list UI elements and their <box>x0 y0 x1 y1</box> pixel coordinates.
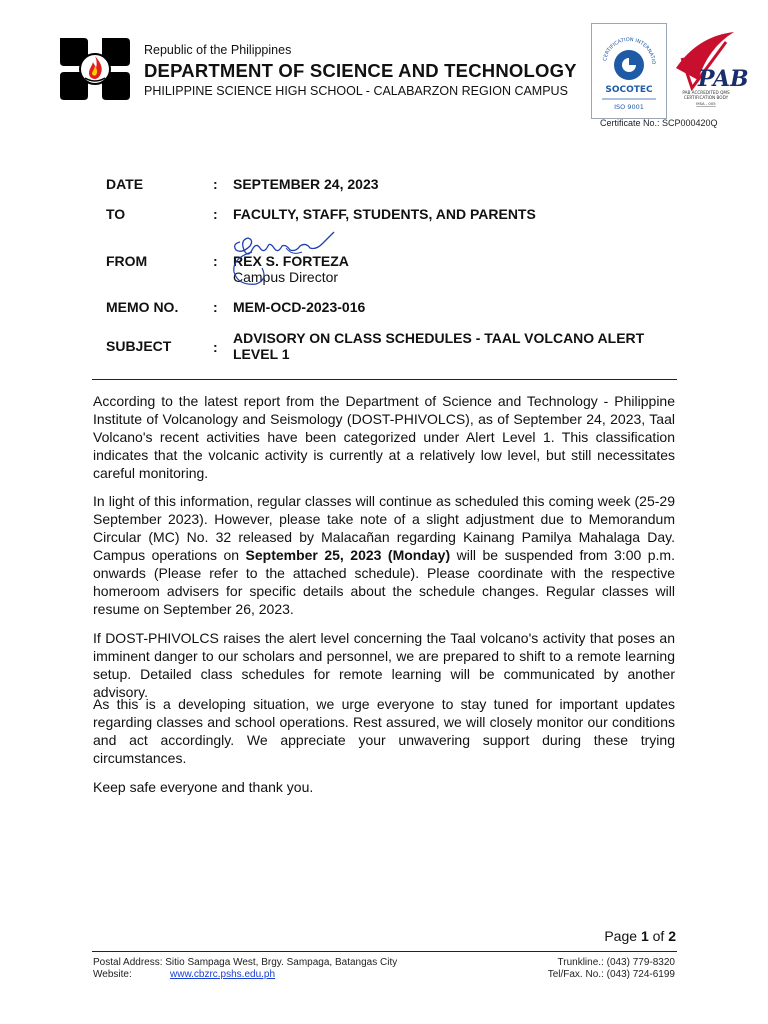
website-link[interactable]: www.cbzrc.pshs.edu.ph <box>170 969 276 980</box>
dost-logo <box>58 36 132 102</box>
paragraph-2-text-b: will be suspended from 3:00 p.m. onwards (Please refer to the attached schedule). Please coordinate with the respective homeroom advisers for specific details about the schedule changes. Regular classes will resume on September 26, 2023. <box>93 547 675 617</box>
page-of: of <box>648 928 669 944</box>
from-name: REX S. FORTEZA <box>233 253 349 269</box>
postal-address: Postal Address: Sitio Sampaga West, Brgy. Sampaga, Batangas City <box>93 957 398 968</box>
paragraph-5: Keep safe everyone and thank you. <box>93 779 314 795</box>
pab-mark: PAB <box>698 66 749 92</box>
subject-colon: : <box>213 339 218 355</box>
director-signature <box>226 228 342 292</box>
to-colon: : <box>213 206 218 222</box>
date-label: DATE <box>106 176 144 192</box>
pab-accreditation-logo <box>668 28 749 118</box>
page-total: 2 <box>668 928 676 944</box>
from-colon: : <box>213 253 218 269</box>
memo-no-colon: : <box>213 299 218 315</box>
website-label: Website: <box>93 969 132 980</box>
subject-line-1: ADVISORY ON CLASS SCHEDULES - TAAL VOLCANO ALERT <box>233 330 645 346</box>
pab-caption-3: MSA - 005 <box>696 101 716 106</box>
to-label: TO <box>106 206 126 222</box>
paragraph-2 <box>93 492 675 618</box>
iso-text: ISO 9001 <box>614 103 644 111</box>
page-number <box>600 928 676 944</box>
paragraph-2-text-a: In light of this information, regular classes will continue as scheduled this coming week (25-29 September 2023). However, please take note of a slight adjustment due to Memorandum Circular (MC) No. 32 released by Malacañan regarding Kainang Pamilya Mahalaga Day. Campus operations on <box>93 493 675 563</box>
school-name: PHILIPPINE SCIENCE HIGH SCHOOL - CALABARZON REGION CAMPUS <box>144 84 568 98</box>
pab-caption-1: PAB ACCREDITED QMS <box>682 90 730 95</box>
date-colon: : <box>213 176 218 192</box>
socotec-iso-logo <box>591 23 667 119</box>
footer-divider <box>92 951 677 952</box>
paragraph-1: According to the latest report from the Department of Science and Technology - Philippine Institute of Volcanology and Seismology (DOST-PHIVOLCS), as of September 24, 2023, Taal Volcano's recent activities have been categorized under Alert Level 1. This classification indicates that the volcanic activity is currently at a relatively low level, but still necessitates careful monitoring. <box>93 393 675 481</box>
republic-text: Republic of the Philippines <box>144 43 292 57</box>
page-current: 1 <box>640 928 649 944</box>
certificate-number: Certificate No.: SCP000420Q <box>600 118 718 128</box>
paragraph-3: If DOST-PHIVOLCS raises the alert level concerning the Taal volcano's activity that poses an imminent danger to our scholars and personnel, we are prepared to shift to a remote learning setup. Detailed class schedules for remote learning will be communicated by another advisory. <box>93 630 675 700</box>
to-value: FACULTY, STAFF, STUDENTS, AND PARENTS <box>233 206 536 222</box>
paragraph-2-bold-date: September 25, 2023 (Monday) <box>245 547 451 563</box>
department-title: DEPARTMENT OF SCIENCE AND TECHNOLOGY <box>144 60 577 81</box>
header-divider <box>92 379 677 380</box>
date-value: SEPTEMBER 24, 2023 <box>233 176 379 192</box>
from-title: Campus Director <box>233 269 339 285</box>
from-label: FROM <box>106 253 148 269</box>
telfax: Tel/Fax. No.: (043) 724-6199 <box>547 969 675 980</box>
memo-no-value: MEM-OCD-2023-016 <box>233 299 366 315</box>
cert-arc-text: CERTIFICATION INTERNATIO <box>602 36 657 65</box>
subject-label: SUBJECT <box>106 338 172 354</box>
socotec-text: SOCOTEC <box>605 85 653 95</box>
pab-caption-2: CERTIFICATION BODY <box>683 95 729 100</box>
memo-no-label: MEMO NO. <box>106 299 179 315</box>
page-prefix: Page <box>604 928 641 944</box>
paragraph-4: As this is a developing situation, we urge everyone to stay tuned for important updates regarding classes and school operations. Rest assured, we will closely monitor our conditions and act accordingly. We appreciate your unwavering support during these trying circumstances. <box>93 696 675 766</box>
trunkline: Trunkline.: (043) 779-8320 <box>557 957 675 968</box>
subject-line-2: LEVEL 1 <box>233 346 290 362</box>
